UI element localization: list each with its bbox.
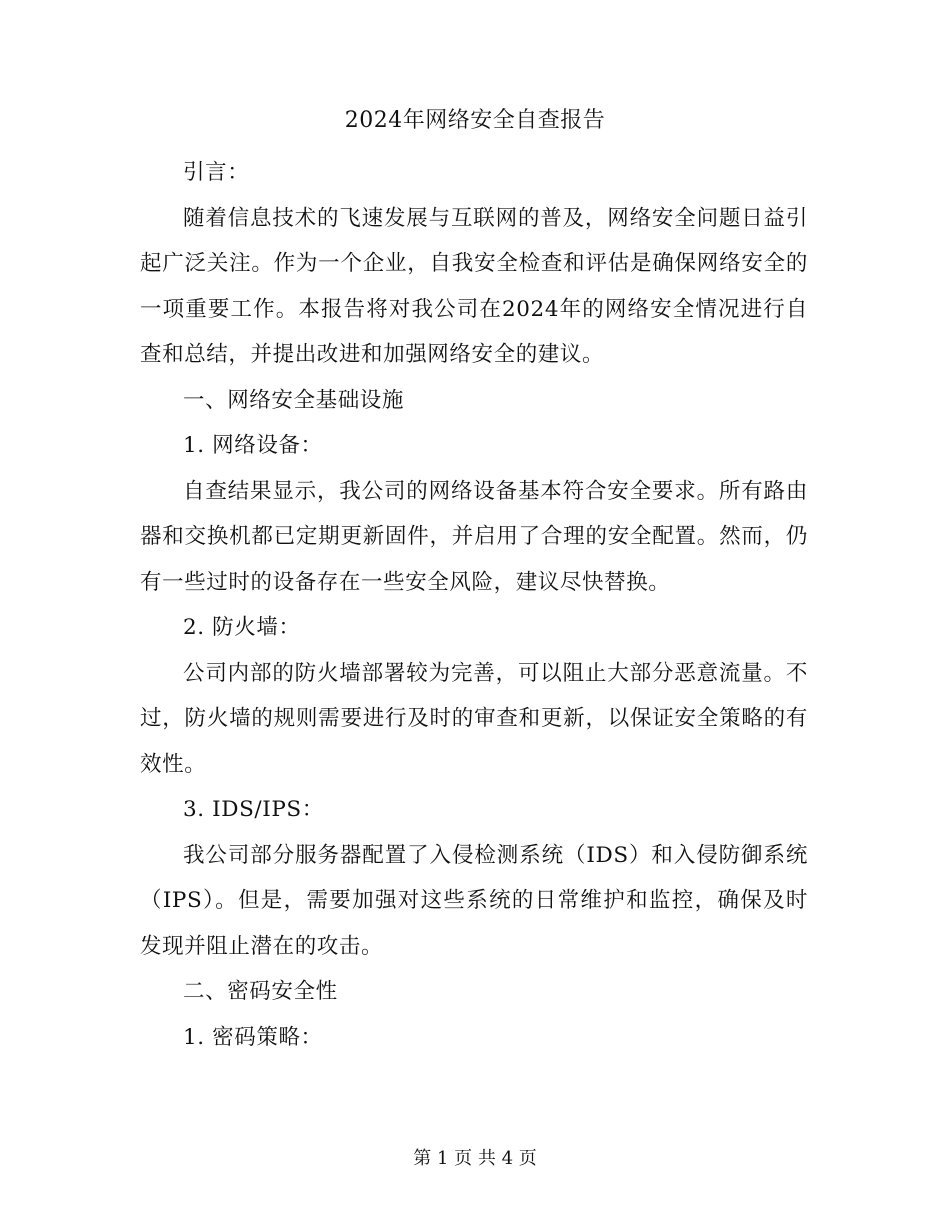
subheading-password-policy: 1. 密码策略： [183,1024,323,1050]
page-footer: 第 1 页 共 4 页 [413,1148,537,1169]
paragraph-intro: 随着信息技术的飞速发展与互联网的普及，网络安全问题日益引起广泛关注。作为一个企业，自我安全检查和评估是确保网络安全的一项重要工作。本报告将对我公司在2024年的网络安全情况进行自查和总结，并提出改进和加强网络安全的建议。 [140,205,808,367]
paragraph-network-devices: 自查结果显示，我公司的网络设备基本符合安全要求。所有路由器和交换机都已定期更新固件，并启用了合理的安全配置。然而，仍有一些过时的设备存在一些安全风险，建议尽快替换。 [140,478,808,595]
document-title: 2024年网络安全自查报告 [344,108,606,133]
section-heading-infrastructure: 一、网络安全基础设施 [183,387,405,413]
subheading-firewall: 2. 防火墙： [183,615,301,640]
paragraph-firewall: 公司内部的防火墙部署较为完善，可以阻止大部分恶意流量。不过，防火墙的规则需要进行及时的审查和更新，以保证安全策略的有效性。 [140,660,808,777]
subheading-ids-ips: 3. IDS/IPS： [183,797,324,822]
document-body [140,150,808,1060]
paragraph-ids-ips: 我公司部分服务器配置了入侵检测系统（IDS）和入侵防御系统（IPS）。但是，需要加强对这些系统的日常维护和监控，确保及时发现并阻止潜在的攻击。 [140,842,808,959]
section-heading-password: 二、密码安全性 [183,979,338,1004]
subheading-network-devices: 1. 网络设备： [183,433,323,458]
paragraph-intro-heading: 引言： [183,160,250,185]
